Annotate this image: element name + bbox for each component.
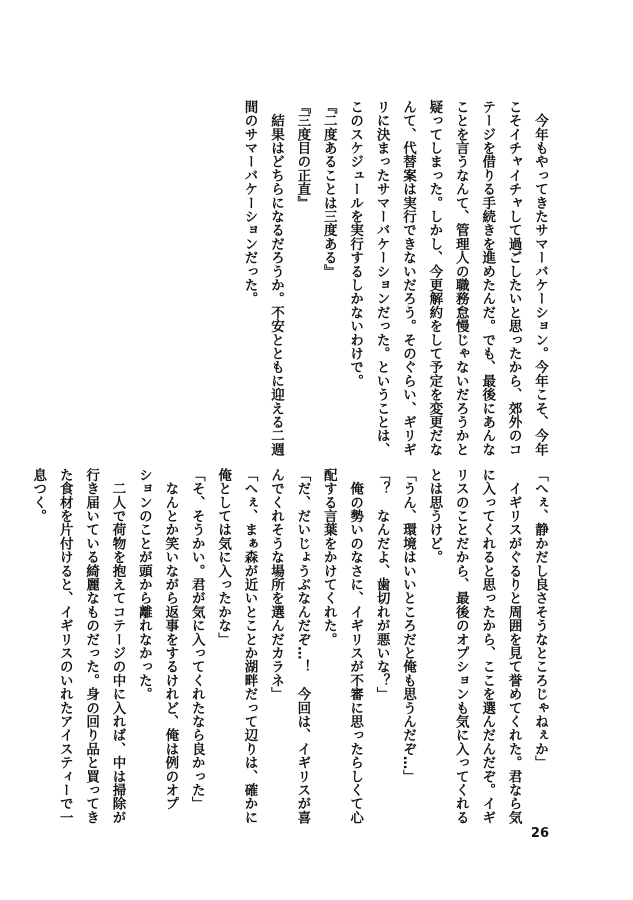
text-column: このスケジュールを実行するしかないわけで。 [347, 100, 364, 388]
text-column: 『三度目の正直』 [294, 100, 311, 210]
text-column: んでくれそうな場所を選んだカラネ」 [267, 468, 284, 701]
text-column: とは思うけど。 [426, 468, 443, 564]
text-column: リスのことだから、最後のオプションも気に入ってくれる [452, 468, 469, 825]
text-column: 「うん、環境はいいところだと俺も思うんだぞ…」 [399, 468, 416, 784]
text-column: 「そ、そうかい。君が気に入ってくれたなら良かった」 [188, 468, 205, 811]
text-column: 「？ なんだよ、歯切れが悪いな？」 [373, 468, 390, 701]
page-number: 26 [530, 826, 549, 841]
text-column: 疑ってしまった。しかし、今更解約をして予定を変更だな [426, 100, 443, 457]
text-column: 二人で荷物を抱えてコテージの中に入れば、中は掃除が [109, 468, 126, 825]
text-column: リに決まったサマーバケーションだった。ということは、 [373, 100, 390, 457]
text-column: なんとか笑いながら返事をするけれど、俺は例のオプ [162, 468, 179, 811]
text-column: 俺の勢いのなさに、イギリスが不審に思ったらしくて心 [347, 468, 364, 825]
text-column: 俺としては気に入ったかな」 [215, 468, 232, 647]
text-column: 配する言葉をかけてくれた。 [320, 468, 337, 647]
text-column: 行き届いている綺麗なものだった。身の回り品と買ってき [83, 468, 100, 825]
text-column: ことを言うなんて、管理人の職務怠慢じゃないだろうかと [452, 100, 469, 457]
text-column: 結果はどちらになるだろうか。不安とともに迎える二週 [267, 100, 284, 457]
text-column: んて、代替案は実行できないだろう。そのぐらい、ギリギ [399, 100, 416, 457]
text-column: に入ってくれると思ったから、ここを選んだんだぞ。イギ [479, 468, 496, 825]
upper-text-block [236, 100, 553, 480]
text-column: 間のサマーバケーションだった。 [241, 100, 258, 306]
lower-text-block [25, 468, 553, 844]
text-column: 今年もやってきたサマーバケーション。今年こそ、今年 [532, 100, 548, 457]
text-column: ションのことが頭から離れなかった。 [135, 468, 152, 701]
text-column: 「だ、だいじょうぶなんだぞ…！ 今回は、イギリスが喜 [294, 468, 311, 825]
text-column: 息つく。 [30, 468, 47, 523]
text-column: イギリスがぐるりと周囲を見て誉めてくれた。君なら気 [505, 468, 522, 825]
text-column: た食材を片付けると、イギリスのいれたアイスティーで一 [56, 468, 73, 825]
text-column: こそイチャイチャして過ごしたいと思ったから、郊外のコ [505, 100, 522, 457]
text-column: 『二度あることは三度ある』 [320, 100, 337, 279]
text-column: 「へぇ、静かだし良さそうなところじゃねぇか」 [532, 468, 548, 770]
text-column: 「へぇ、まぁ森が近いとことか湖畔だって辺りは、確かに [241, 468, 258, 825]
text-column: テージを借りる手続きを進めたんだ。でも、最後にあんな [479, 100, 496, 457]
